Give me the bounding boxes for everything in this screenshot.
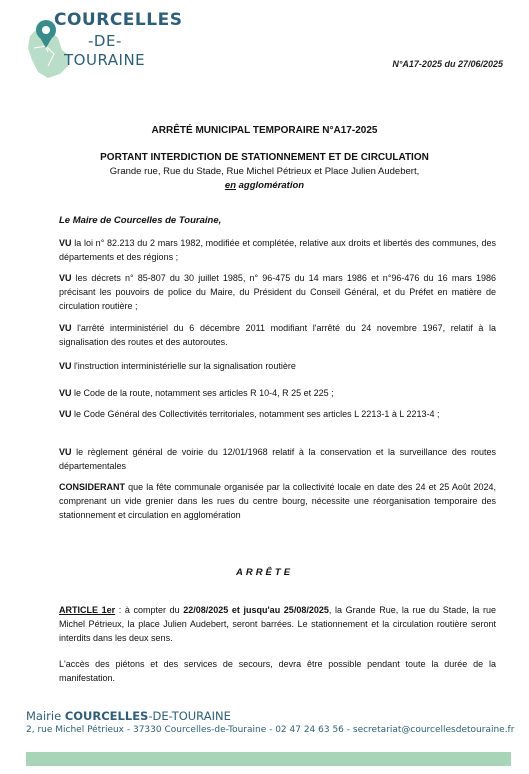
vu-paragraph-7: VU le règlement général de voirie du 12/01/1968 relatif à la conservation et la surveillance des routes départementales (59, 447, 496, 471)
article-1-paragraph: ARTICLE 1er : à compter du 22/08/2025 et jusqu'au 25/08/2025, la Grande Rue, la rue du Stade, la rue Michel Pétrieux, la place Julien Audebert, seront barrées. Le stationnement et la circulation routière seront interdits dans les deux sens. (59, 605, 497, 643)
reference-number: N°A17-2025 du 27/06/2025 (392, 59, 503, 69)
footer-mairie-name: Mairie COURCELLES-DE-TOURAINE (26, 709, 231, 723)
logo-text (54, 10, 182, 69)
acces-paragraph: L'accès des piétons et des services de secours, devra être possible pendant toute la durée de la manifestation. (59, 659, 496, 683)
vu-paragraph-3: VU l'arrêté interministériel du 6 décembre 2011 modifiant l'arrêté du 24 novembre 1967, relatif à la signalisation des routes et des autoroutes. (59, 323, 496, 347)
vu-paragraph-6: VU le Code Général des Collectivités territoriales, notamment ses articles L 2213-1 à L 2213-4 ; (59, 409, 440, 419)
arrete-subject: PORTANT INTERDICTION DE STATIONNEMENT ET DE CIRCULATION (100, 152, 429, 163)
logo-line1: COURCELLES (54, 10, 183, 30)
vu-paragraph-1: VU la loi n° 82.213 du 2 mars 1982, modifiée et complétée, relative aux droits et libertés des communes, des départements et des régions ; (59, 238, 496, 262)
arrete-agglomeration: en agglomération (224, 180, 305, 191)
logo-line3: TOURAINE (64, 51, 146, 69)
vu-paragraph-4: VU l'instruction interministérielle sur la signalisation routière (59, 361, 296, 371)
arrete-title: ARRÊTÉ MUNICIPAL TEMPORAIRE N°A17-2025 (151, 125, 378, 136)
vu-paragraph-5: VU le Code de la route, notamment ses articles R 10-4, R 25 et 225 ; (59, 388, 334, 398)
logo-line2: -DE- (88, 32, 122, 50)
footer-bar (26, 752, 511, 766)
vu-paragraph-2: VU les décrets n° 85-807 du 30 juillet 1985, n° 96-475 du 14 mars 1986 et n°96-476 du 16 mars 1986 précisant les pouvoirs de police du Maire, du Président du Conseil Général, et du Préfet en matière de circulation routière ; (59, 273, 496, 311)
considerant-paragraph: CONSIDERANT que la fête communale organisée par la collectivité locale en date des 24 et 25 Août 2024, comprenant un vide grenier dans les rues du centre bourg, nécessite une réorganisation temporaire des stationnement et circulation en agglomération (59, 482, 496, 520)
arrete-streets: Grande rue, Rue du Stade, Rue Michel Pétrieux et Place Julien Audebert, (109, 166, 420, 177)
maire-heading: Le Maire de Courcelles de Touraine, (59, 215, 222, 226)
arrete-heading: ARRÊTE (235, 567, 294, 578)
footer-address: 2, rue Michel Pétrieux - 37330 Courcelles-de-Touraine - 02 47 24 63 56 - secretariat@courcellesdetouraine.fr (26, 725, 515, 735)
